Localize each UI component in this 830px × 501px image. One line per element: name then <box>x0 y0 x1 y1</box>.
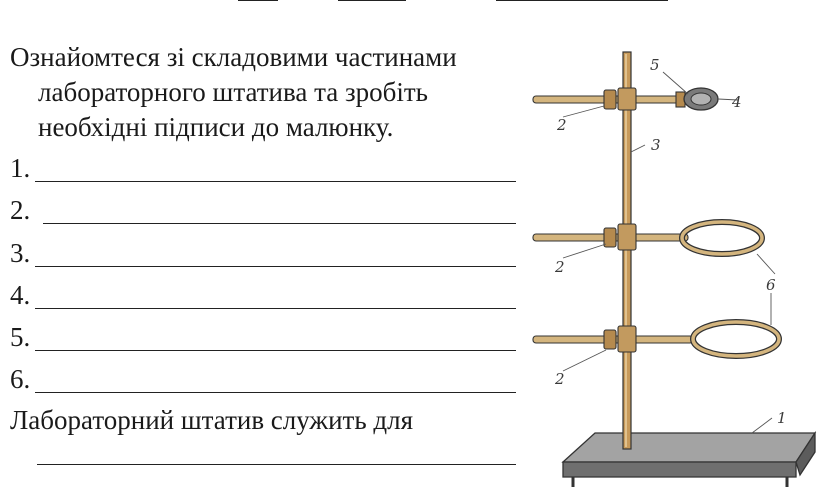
part-label-6: 6 <box>766 276 776 294</box>
answer-number: 2. <box>10 195 31 225</box>
answer-blank[interactable] <box>35 392 516 393</box>
lab-stand-illustration <box>520 40 825 495</box>
part-label-5: 5 <box>650 56 660 74</box>
answer-number: 4. <box>10 280 31 310</box>
stand-base <box>563 433 815 487</box>
part-label-2-top: 2 <box>557 116 567 134</box>
answer-number: 3. <box>10 238 31 268</box>
answer-row-2[interactable] <box>10 193 516 229</box>
top-holder <box>533 88 718 110</box>
answer-row-6[interactable] <box>10 362 516 398</box>
part-label-3: 3 <box>651 136 661 154</box>
answer-number: 5. <box>10 322 31 352</box>
answer-blank[interactable] <box>35 266 516 267</box>
answer-number: 1. <box>10 153 31 183</box>
answer-blank[interactable] <box>35 350 516 351</box>
part-label-2-lower: 2 <box>555 370 565 388</box>
part-label-2-middle: 2 <box>555 258 565 276</box>
cropped-header-underline <box>238 0 668 7</box>
answer-row-4[interactable] <box>10 278 516 314</box>
purpose-prompt: Лабораторний штатив служить для <box>10 405 414 435</box>
instruction-line-2: лабораторного штатива та зробіть <box>38 77 428 107</box>
lower-ring-holder <box>533 322 779 356</box>
answer-blank[interactable] <box>35 181 516 182</box>
instruction-line-1: Ознайомтеся зі складовими частинами <box>10 42 457 72</box>
answer-row-3[interactable] <box>10 236 516 272</box>
answer-blank[interactable] <box>35 308 516 309</box>
answer-blank[interactable] <box>43 223 516 224</box>
part-label-4: 4 <box>732 93 742 111</box>
part-label-1: 1 <box>777 409 787 427</box>
purpose-answer-blank[interactable] <box>37 464 516 465</box>
answer-row-5[interactable] <box>10 320 516 356</box>
task-instruction <box>10 40 510 145</box>
answer-row-1[interactable] <box>10 151 516 187</box>
instruction-line-3: необхідні підписи до малюнку. <box>38 112 394 142</box>
answer-number: 6. <box>10 364 31 394</box>
middle-ring-holder <box>533 222 762 254</box>
